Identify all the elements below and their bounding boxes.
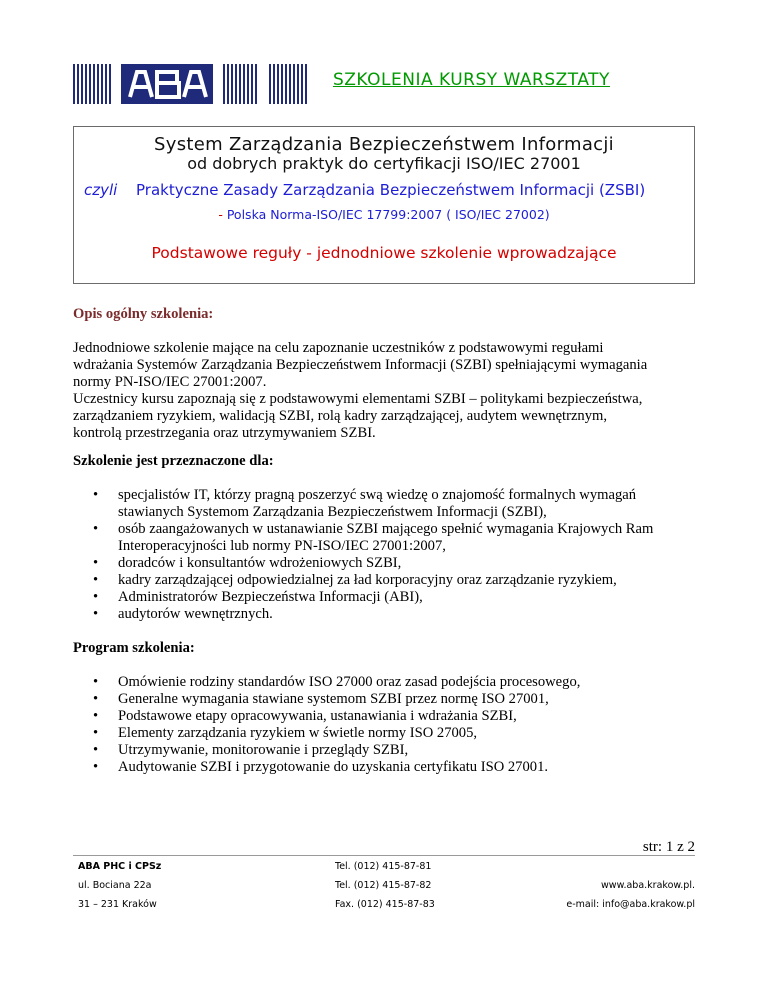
norm-reference (74, 207, 694, 222)
footer-street: ul. Bociana 22a (78, 880, 152, 891)
list-item-line: stawianych Systemom Zarządzania Bezpieczeństwem Informacji (SZBI), (118, 504, 547, 520)
list-item-line: • specjalistów IT, którzy pragną poszerzyć swą wiedzę o znajomość formalnych wymagań (118, 487, 637, 503)
list-item: • Generalne wymagania stawiane systemom SZBI przez normę ISO 27001, (73, 691, 580, 708)
opis-line: wdrażania Systemów Zarządzania Bezpieczeństwem Informacji (SZBI) spełniającymi wymagania (73, 357, 648, 373)
opis-line: Jednodniowe szkolenie mające na celu zapoznanie uczestników z podstawowymi regułami (73, 340, 604, 356)
audience-list (73, 487, 653, 623)
opis-line: normy PN-ISO/IEC 27001:2007. (73, 374, 267, 390)
footer-tel1: Tel. (012) 415-87-81 (335, 861, 432, 872)
list-item (73, 555, 653, 572)
norm-dash: - (218, 207, 223, 222)
list-item: • Utrzymywanie, monitorowanie i przeglądy SZBI, (73, 742, 580, 759)
list-item (73, 487, 653, 521)
list-item: • Podstawowe etapy opracowywania, ustanawiania i wdrażania SZBI, (73, 708, 580, 725)
program-list (73, 674, 580, 776)
list-item: • Audytowanie SZBI i przygotowanie do uzyskania certyfikatu ISO 27001. (73, 759, 580, 776)
tagline: SZKOLENIA KURSY WARSZTATY (333, 70, 610, 90)
list-item-line: • doradców i konsultantów wdrożeniowych SZBI, (118, 555, 402, 571)
list-item (73, 521, 653, 555)
list-item-line: • osób zaangażowanych w ustanawianie SZBI mającego spełnić wymagania Krajowych Ram (118, 521, 654, 537)
opis-heading: Opis ogólny szkolenia: (73, 306, 214, 322)
opis-section (73, 306, 695, 442)
course-subtitle: od dobrych praktyk do certyfikacji ISO/IEC 27001 (187, 154, 581, 173)
opis-line: kontrolą przestrzegania oraz utrzymywaniem SZBI. (73, 425, 376, 441)
footer-divider (73, 855, 695, 856)
course-type: Podstawowe reguły - jednodniowe szkolenie wprowadzające (151, 244, 617, 262)
list-item (73, 589, 653, 606)
program-heading-wrap (73, 640, 695, 657)
footer-company: ABA PHC i CPSz (78, 861, 162, 872)
norm-text: Polska Norma-ISO/IEC 17799:2007 ( ISO/IEC 27002) (226, 207, 550, 222)
course-title: System Zarządzania Bezpieczeństwem Informacji (154, 134, 614, 155)
list-item-line: • kadry zarządzającej odpowiedzialnej za ład korporacyjny oraz zarządzanie ryzykiem, (118, 572, 617, 588)
zsbi-title: Praktyczne Zasady Zarządzania Bezpieczeństwem Informacji (ZSBI) (136, 181, 646, 199)
czyli-label: czyli (84, 181, 118, 199)
list-item-line: • Administratorów Bezpieczeństwa Informacji (ABI), (118, 589, 423, 605)
footer-city: 31 – 231 Kraków (78, 899, 157, 910)
audience-heading-wrap (73, 453, 695, 470)
list-item: • Omówienie rodziny standardów ISO 27000 oraz zasad podejścia procesowego, (73, 674, 580, 691)
opis-line: Uczestnicy kursu zapoznają się z podstawowymi elementami SZBI – politykami bezpieczeństwa, (73, 391, 643, 407)
list-item-line: Interoperacyjności lub normy PN-ISO/IEC 27001:2007, (118, 538, 446, 554)
list-item-line: • audytorów wewnętrznych. (118, 606, 273, 622)
list-item: • Elementy zarządzania ryzykiem w świetle normy ISO 27005, (73, 725, 580, 742)
footer-website-link[interactable]: www.aba.krakow.pl. (601, 880, 695, 891)
aba-logo (73, 64, 310, 104)
footer-fax: Fax. (012) 415-87-83 (335, 899, 435, 910)
footer-tel2: Tel. (012) 415-87-82 (335, 880, 432, 891)
page-number: str: 1 z 2 (642, 839, 695, 855)
title-box (73, 126, 695, 284)
list-item (73, 606, 653, 623)
opis-line: zarządzaniem ryzykiem, walidacją SZBI, rolą kadry zarządzającej, audytem wewnętrznym, (73, 408, 608, 424)
list-item (73, 572, 653, 589)
footer-email-link[interactable]: e-mail: info@aba.krakow.pl (566, 899, 695, 910)
audience-heading: Szkolenie jest przeznaczone dla: (73, 453, 274, 469)
program-heading: Program szkolenia: (73, 640, 195, 656)
